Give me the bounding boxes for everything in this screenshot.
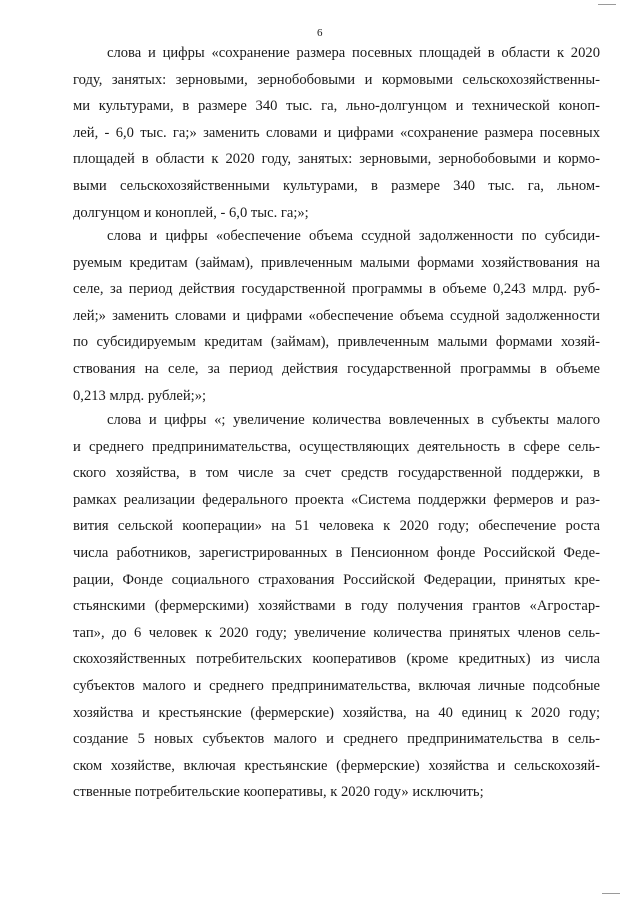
paragraph-line: числа работников, зарегистрированных в Пенсионном фонде Российской Феде-	[73, 544, 600, 561]
paragraph-line: выми сельскохозяйственными культурами, в размере 340 тыс. га, льном-	[73, 177, 600, 194]
paragraph-3	[73, 407, 600, 806]
scan-artifact-bottom	[602, 893, 620, 894]
paragraph-line: вития сельской кооперации» на 51 человека к 2020 году; обеспечение роста	[73, 518, 600, 535]
page-number: 6	[317, 27, 323, 39]
paragraph-line: хозяйства и крестьянские (фермерские) хозяйства, на 40 единиц к 2020 году;	[73, 704, 600, 721]
paragraph-line: площадей в области к 2020 году, занятых: зерновыми, зернобобовыми и кормо-	[73, 151, 600, 168]
paragraph-2	[73, 223, 600, 409]
paragraph-line: 0,213 млрд. рублей;»;	[73, 387, 207, 404]
paragraph-line: слова и цифры «сохранение размера посевных площадей в области к 2020	[107, 45, 600, 61]
paragraph-line: году, занятых: зерновыми, зернобобовыми и кормовыми сельскохозяйственны-	[73, 71, 600, 88]
paragraph-line: и среднего предпринимательства, осуществляющих деятельность в сфере сель-	[73, 438, 600, 455]
paragraph-line: рамках реализации федерального проекта «Система поддержки фермеров и раз-	[73, 491, 600, 508]
paragraph-line: субъектов малого и среднего предпринимательства, включая личные подсобные	[73, 677, 600, 694]
paragraph-line: руемым кредитам (займам), привлеченным малыми формами хозяйствования на	[73, 254, 600, 271]
paragraph-line: лей, - 6,0 тыс. га;» заменить словами и цифрами «сохранение размера посевных	[73, 124, 600, 141]
paragraph-line: ми культурами, в размере 340 тыс. га, льно-долгунцом и технической коноп-	[73, 98, 600, 115]
paragraph-1	[73, 40, 600, 226]
paragraph-line: лей;» заменить словами и цифрами «обеспечение объема ссудной задолженности	[73, 307, 600, 324]
paragraph-line: стьянскими (фермерскими) хозяйствами в году получения грантов «Агростар-	[73, 598, 600, 615]
paragraph-line: тап», до 6 человек к 2020 году; увеличение количества принятых членов сель-	[73, 624, 600, 641]
paragraph-line: ственные потребительские кооперативы, к 2020 году» исключить;	[73, 784, 484, 801]
paragraph-line: селе, за период действия государственной программы в объеме 0,243 млрд. руб-	[73, 281, 600, 298]
paragraph-line: долгунцом и коноплей, - 6,0 тыс. га;»;	[73, 204, 309, 221]
paragraph-line: слова и цифры «обеспечение объема ссудной задолженности по субсиди-	[107, 228, 600, 244]
paragraph-line: ском хозяйстве, включая крестьянские (фермерские) хозяйства и сельскохозяй-	[73, 757, 600, 774]
paragraph-line: ского хозяйства, в том числе за счет средств государственной поддержки, в	[73, 465, 600, 482]
paragraph-line: ствования на селе, за период действия государственной программы в объеме	[73, 360, 600, 377]
paragraph-line: по субсидируемым кредитам (займам), привлеченным малыми формами хозяй-	[73, 334, 600, 351]
paragraph-line: рации, Фонде социального страхования Российской Федерации, принятых кре-	[73, 571, 600, 588]
paragraph-line: скохозяйственных потребительских кооперативов (кроме кредитных) из числа	[73, 651, 600, 668]
paragraph-line: создание 5 новых субъектов малого и среднего предпринимательства в сель-	[73, 731, 600, 748]
paragraph-line: слова и цифры «; увеличение количества вовлеченных в субъекты малого	[107, 412, 600, 428]
scan-artifact-top	[598, 4, 616, 5]
